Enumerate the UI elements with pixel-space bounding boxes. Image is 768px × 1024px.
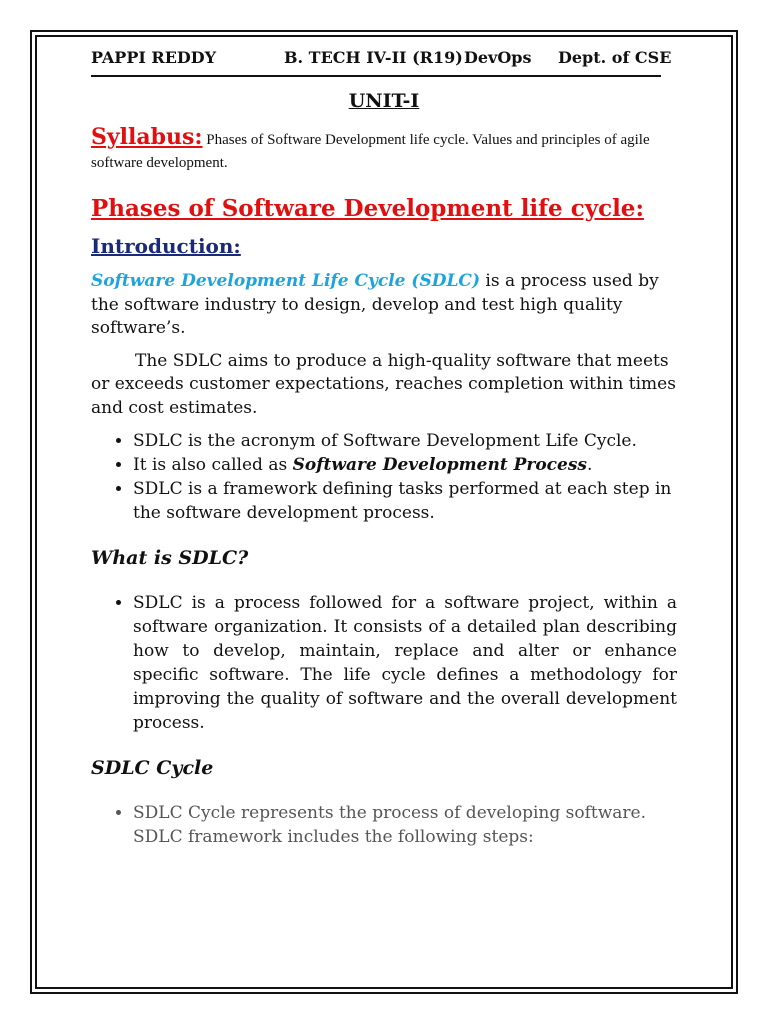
- intro-paragraph-2: The SDLC aims to produce a high-quality software that meets or exceeds customer expectations, reaches completion within times and cost estimates.: [91, 350, 676, 418]
- intro-paragraph: [91, 270, 677, 341]
- what-is-bullet-list: [91, 591, 677, 735]
- intro-bullet-list: [91, 429, 677, 525]
- header-department: Dept. of CSE: [558, 48, 672, 67]
- header-subject: DevOps: [464, 48, 532, 67]
- syllabus: [91, 126, 677, 175]
- sdlc-term: Software Development Life Cycle (SDLC): [91, 271, 480, 291]
- unit-title: UNIT-I: [348, 90, 420, 112]
- syllabus-label: Syllabus:: [91, 124, 203, 150]
- what-is-sdlc-heading: What is SDLC?: [91, 547, 249, 569]
- list-item: • SDLC Cycle represents the process of developing software. SDLC framework includes the following steps:: [133, 801, 677, 849]
- list-item-text: It is also called as: [133, 455, 293, 475]
- page-header: [91, 47, 672, 77]
- section-title: Phases of Software Development life cycle:: [91, 195, 644, 222]
- cycle-bullet-list: [91, 801, 677, 849]
- list-item: • SDLC is a framework defining tasks performed at each step in the software development process.: [133, 477, 677, 525]
- syllabus-text: Phases of Software Development life cycle. Values and principles of agile software development.: [91, 132, 650, 171]
- list-item: [133, 453, 677, 477]
- sdlc-cycle-heading: SDLC Cycle: [91, 757, 214, 779]
- list-item: • SDLC is the acronym of Software Development Life Cycle.: [133, 429, 677, 453]
- list-item-text: .: [586, 455, 593, 475]
- emphasis-text: Software Development Process: [292, 455, 587, 475]
- list-item: • SDLC is a process followed for a software project, within a software organization. It consists of a detailed plan describing how to develop, maintain, replace and alter or enhance specific software. The life cycle defines a methodology for improving the quality of software and the overall development process.: [133, 591, 677, 735]
- header-author: PAPPI REDDY: [91, 48, 217, 67]
- header-course: B. TECH IV-II (R19): [284, 48, 463, 67]
- intro-paragraph-text: is a process used by the software industry to design, develop and test high quality software’s.: [91, 271, 659, 338]
- document-body: [91, 90, 677, 871]
- introduction-heading: Introduction:: [91, 234, 241, 258]
